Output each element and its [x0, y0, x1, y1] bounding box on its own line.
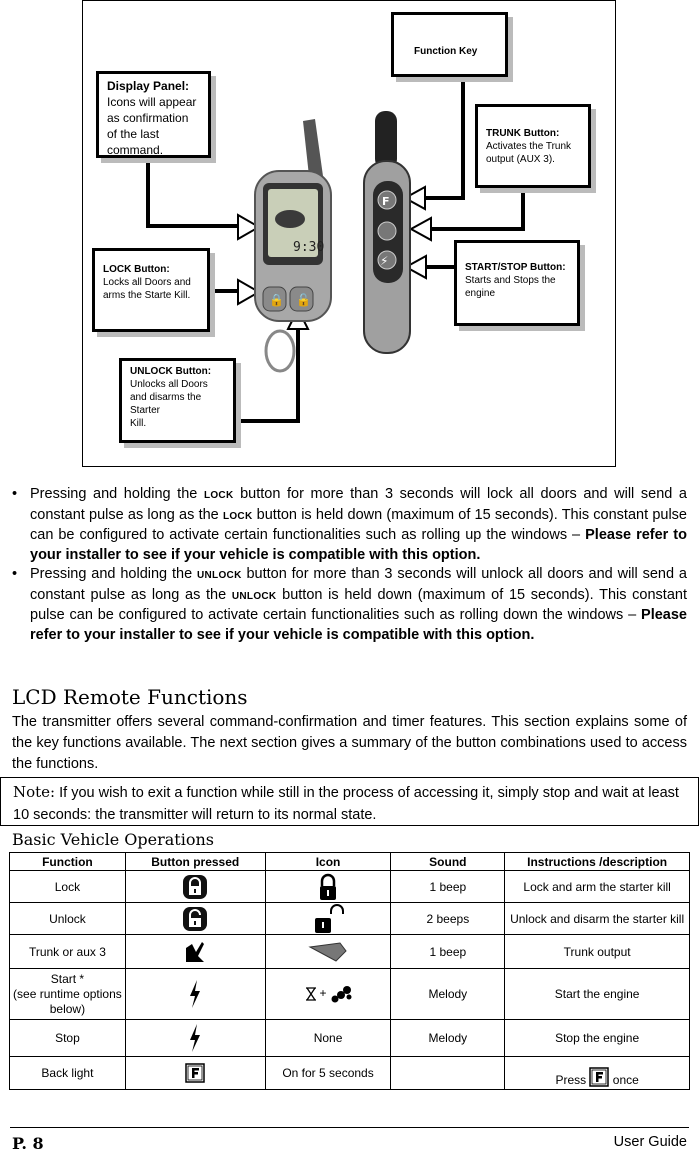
trunk-icon: [308, 941, 348, 963]
page-number: P. 8: [12, 1134, 44, 1153]
function-f-button-icon: [185, 1063, 205, 1083]
lock-callout: LOCK Button: Locks all Doors and arms the Starte Kill.: [92, 248, 210, 332]
table-row: Lock 1 beep Lock and arm the starter kill: [10, 871, 690, 903]
table-row: Trunk or aux 3 1 beep Trunk output: [10, 935, 690, 969]
note-label: Note:: [13, 783, 56, 801]
table-row: Start * (see runtime options below) + Melody Start the engine: [10, 969, 690, 1020]
startstop-callout: START/STOP Button: Starts and Stops the engine: [454, 240, 580, 326]
lcd-heading: LCD Remote Functions: [12, 685, 248, 709]
table-row: Unlock 2 beeps Unlock and disarm the starter kill: [10, 903, 690, 935]
remote-figure: [82, 0, 616, 467]
list-item: • Pressing and holding the UNLOCK button for more than 3 seconds will unlock all doors and will send a constant pulse as long as the UNLOCK button is held down (maximum of 15 seconds). This constant pulse can be configured to activate certain functionalities such as rolling down the windows – Please refer to your installer to see if your vehicle is compatible with this option.: [10, 565, 687, 645]
function-key-callout: Function Key: [391, 12, 508, 77]
unlock-callout: UNLOCK Button: Unlocks all Doors and disarms the Starter Kill.: [119, 358, 236, 443]
note-text: If you wish to exit a function while still in the process of accessing it, simply stop and wait at least 10 seconds: the transmitter will return to its normal state.: [13, 785, 679, 823]
footer-divider: [10, 1127, 689, 1128]
exhaust-smoke-icon: [330, 984, 352, 1004]
function-f-button-icon: [589, 1067, 609, 1087]
lock-icon: [318, 873, 338, 901]
unlock-button-icon: [182, 906, 208, 932]
svg-text:⚡: ⚡: [380, 254, 389, 268]
hourglass-icon: [305, 987, 317, 1001]
stop-button-icon: [188, 1023, 202, 1053]
footer-title: User Guide: [613, 1134, 687, 1150]
button-remote: [364, 111, 410, 353]
list-item: • Pressing and holding the LOCK button for more than 3 seconds will lock all doors and will send a constant pulse as long as the LOCK button is held down (maximum of 15 seconds). This constant pulse can be configured to activate certain functionalities such as rolling up the windows – Please refer to your installer to see if your vehicle is compatible with this option.: [10, 485, 687, 565]
bullet-list: [10, 485, 687, 645]
note-box: [0, 777, 699, 826]
plus-sign: +: [319, 986, 327, 1001]
unlock-icon: [309, 904, 347, 934]
svg-text:F: F: [382, 195, 390, 208]
lcd-remote: [255, 119, 331, 371]
svg-text:🔒: 🔒: [269, 293, 284, 307]
lock-button-icon: [182, 874, 208, 900]
start-button-icon: [188, 979, 202, 1009]
display-panel-callout: Display Panel: Icons will appear as confirmation of the last command.: [96, 71, 211, 158]
table-row: Stop None Melody Stop the engine: [10, 1020, 690, 1057]
table-header-row: Function Button pressed Icon Sound Instructions /description: [10, 853, 690, 871]
operations-table: [9, 852, 690, 1090]
callout-title: Display Panel:: [107, 79, 190, 93]
trunk-callout: TRUNK Button: Activates the Trunk output (AUX 3).: [475, 104, 591, 188]
basic-heading: Basic Vehicle Operations: [12, 830, 214, 849]
svg-text:🔓: 🔓: [296, 293, 311, 307]
trunk-button-icon: [184, 940, 206, 964]
lcd-paragraph: The transmitter offers several command-confirmation and timer features. This section explains some of the key functions available. The next section gives a summary of the button combinations used to access the functions.: [12, 714, 687, 772]
table-row: Back light On for 5 seconds Press once: [10, 1057, 690, 1090]
svg-text:9:30: 9:30: [293, 240, 325, 255]
